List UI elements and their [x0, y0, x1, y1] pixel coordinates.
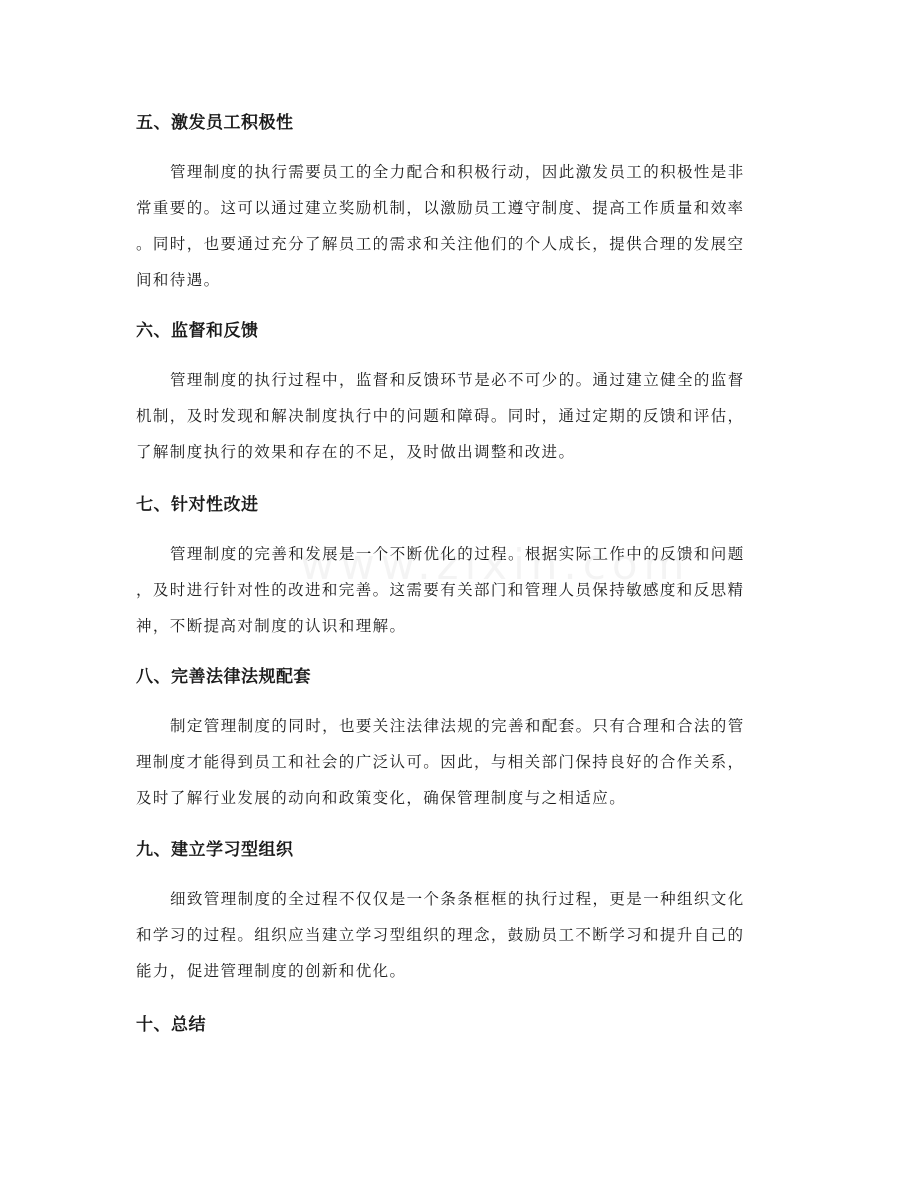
- section-paragraph-8: [136, 708, 786, 816]
- paragraph-line: 及时了解行业发展的动向和政策变化，确保管理制度与之相适应。: [136, 789, 627, 807]
- paragraph-line: 常重要的。这可以通过建立奖励机制，以激励员工遵守制度、提高工作质量和效率: [136, 199, 745, 217]
- paragraph-line: 。同时，也要通过充分了解员工的需求和关注他们的个人成长，提供合理的发展空: [136, 235, 745, 253]
- section-heading-7: 七、针对性改进: [136, 495, 259, 515]
- paragraph-line: 能力，促进管理制度的创新和优化。: [136, 962, 407, 980]
- section-paragraph-7: [136, 536, 786, 644]
- section-heading-6: 六、监督和反馈: [136, 321, 259, 341]
- paragraph-line: 制定管理制度的同时，也要关注法律法规的完善和配套。只有合理和合法的管: [170, 717, 745, 735]
- section-heading-9: 九、建立学习型组织: [136, 840, 294, 860]
- paragraph-line: 管理制度的执行需要员工的全力配合和积极行动，因此激发员工的积极性是非: [170, 163, 745, 181]
- paragraph-line: 和学习的过程。组织应当建立学习型组织的理念，鼓励员工不断学习和提升自己的: [136, 926, 745, 944]
- paragraph-line: 神，不断提高对制度的认识和理解。: [136, 617, 407, 635]
- paragraph-line: 理制度才能得到员工和社会的广泛认可。因此，与相关部门保持良好的合作关系，: [136, 753, 745, 771]
- section-heading-5: 五、激发员工积极性: [136, 113, 294, 133]
- paragraph-line: ，及时进行针对性的改进和完善。这需要有关部门和管理人员保持敏感度和反思精: [136, 581, 745, 599]
- paragraph-line: 了解制度执行的效果和存在的不足，及时做出调整和改进。: [136, 443, 576, 461]
- paragraph-line: 管理制度的完善和发展是一个不断优化的过程。根据实际工作中的反馈和问题: [170, 545, 745, 563]
- paragraph-line: 间和待遇。: [136, 271, 221, 289]
- section-paragraph-5: [136, 154, 786, 298]
- paragraph-line: 细致管理制度的全过程不仅仅是一个条条框框的执行过程，更是一种组织文化: [170, 890, 745, 908]
- section-paragraph-6: [136, 362, 786, 470]
- section-heading-10: 十、总结: [136, 1015, 206, 1035]
- section-paragraph-9: [136, 881, 786, 989]
- section-heading-8: 八、完善法律法规配套: [136, 667, 311, 687]
- paragraph-line: 管理制度的执行过程中，监督和反馈环节是必不可少的。通过建立健全的监督: [170, 371, 745, 389]
- paragraph-line: 机制，及时发现和解决制度执行中的问题和障碍。同时，通过定期的反馈和评估，: [136, 407, 745, 425]
